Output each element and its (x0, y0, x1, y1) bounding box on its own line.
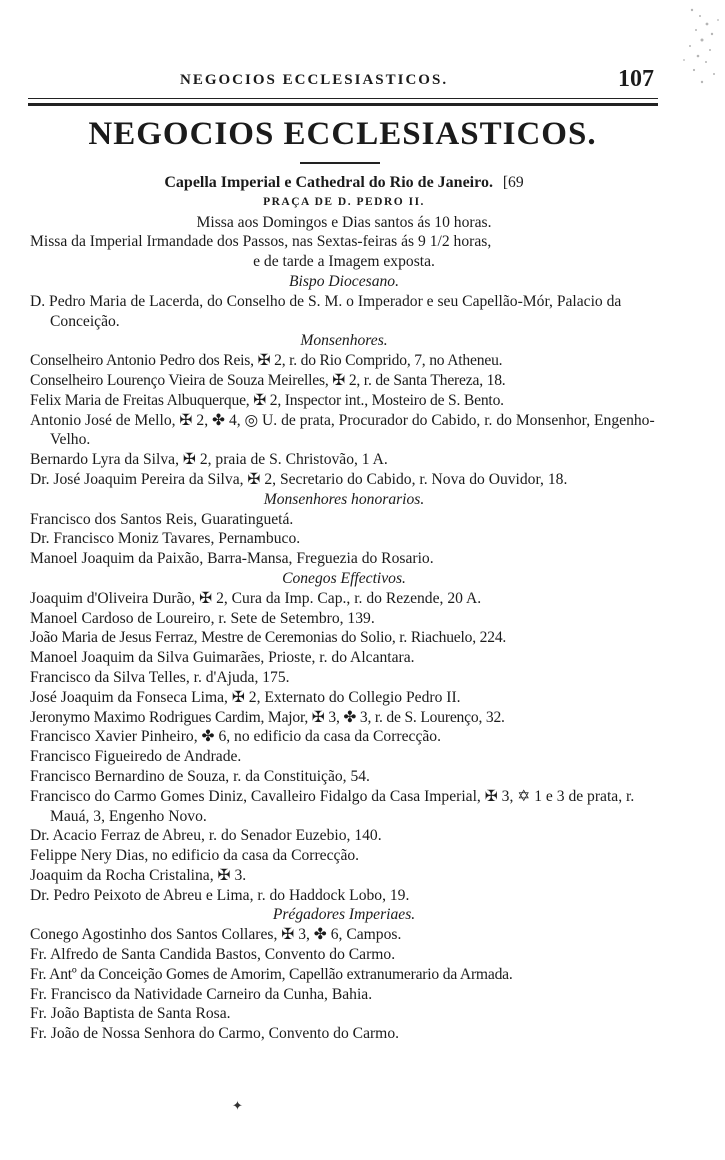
list-item: Manoel Joaquim da Silva Guimarães, Prioste, r. do Alcantara. (30, 649, 415, 667)
list-item: José Joaquim da Fonseca Lima, ✠ 2, Externato do Collegio Pedro II. (30, 688, 461, 706)
list-item: Manoel Cardoso de Loureiro, r. Sete de Setembro, 139. (30, 609, 375, 627)
list-item: Antonio José de Mello, ✠ 2, ✤ 4, ◎ U. de prata, Procurador do Cabido, r. do Monsenhor, Engenho-Velho. (30, 411, 655, 449)
list-item: Fr. Alfredo de Santa Candida Bastos, Convento do Carmo. (30, 946, 396, 964)
list-item: Conego Agostinho dos Santos Collares, ✠ 3, ✤ 6, Campos. (30, 926, 402, 944)
list-item: Conselheiro Antonio Pedro dos Reis, ✠ 2, r. do Rio Comprido, 7, no Atheneu. (30, 352, 503, 370)
section-monsenhores: Monsenhores. (300, 332, 388, 350)
list-item: João Maria de Jesus Ferraz, Mestre de Ceremonias do Solio, r. Riachuelo, 224. (30, 629, 507, 647)
page-title: NEGOCIOS ECCLESIASTICOS. (88, 116, 597, 152)
list-item: Felippe Nery Dias, no edificio da casa da Correcção. (30, 847, 360, 865)
list-item: Dr. Francisco Moniz Tavares, Pernambuco. (30, 530, 301, 548)
list-item: Francisco Bernardino de Souza, r. da Constituição, 54. (30, 767, 370, 785)
list-item: Jeronymo Maximo Rodrigues Cardim, Major, ✠ 3, ✤ 3, r. de S. Lourenço, 32. (30, 708, 505, 726)
section-bispo: Bispo Diocesano. (288, 272, 399, 290)
list-item: Fr. João Baptista de Santa Rosa. (30, 1005, 231, 1023)
print-mark-icon: ✦ (232, 1098, 243, 1113)
list-item: Fr. João de Nossa Senhora do Carmo, Convento do Carmo. (30, 1025, 400, 1043)
section-monsenhores-honorarios: Monsenhores honorarios. (263, 490, 425, 508)
list-item: Francisco Figueiredo de Andrade. (30, 748, 242, 766)
list-item: Fr. Antº da Conceição Gomes de Amorim, Capellão extranumerario da Armada. (30, 965, 513, 983)
mass-sundays: Missa aos Domingos e Dias santos ás 10 horas. (196, 213, 492, 231)
chapel-address: PRAÇA DE D. PEDRO II. (263, 195, 425, 208)
list-item: Francisco dos Santos Reis, Guaratinguetá. (30, 510, 294, 528)
chapel-heading: Capella Imperial e Cathedral do Rio de Janeiro. (164, 174, 493, 191)
chapel-heading-line (30, 173, 658, 193)
list-item: Joaquim d'Oliveira Durão, ✠ 2, Cura da Imp. Cap., r. do Rezende, 20 A. (30, 589, 482, 607)
list-item: Francisco da Silva Telles, r. d'Ajuda, 175. (30, 668, 290, 686)
page-number: 107 (618, 66, 654, 92)
mass-brotherhood-line1: Missa da Imperial Irmandade dos Passos, nas Sextas-feiras ás 9 1/2 horas, (30, 233, 492, 251)
list-item: Francisco Xavier Pinheiro, ✤ 6, no edificio da casa da Correcção. (30, 728, 441, 746)
list-item: Dr. Acacio Ferraz de Abreu, r. do Senador Euzebio, 140. (30, 827, 382, 845)
page-body (30, 173, 658, 1044)
chapel-note: [69 (502, 174, 524, 191)
list-item: Felix Maria de Freitas Albuquerque, ✠ 2, Inspector int., Mosteiro de S. Bento. (30, 391, 504, 409)
section-pregadores: Prégadores Imperiaes. (272, 906, 416, 924)
list-item: Joaquim da Rocha Cristalina, ✠ 3. (30, 866, 247, 884)
running-head: NEGOCIOS ECCLESIASTICOS. (180, 72, 449, 88)
list-item: Bernardo Lyra da Silva, ✠ 2, praia de S. Christovão, 1 A. (30, 451, 388, 469)
list-item: Fr. Francisco da Natividade Carneiro da Cunha, Bahia. (30, 985, 373, 1003)
list-item: Dr. José Joaquim Pereira da Silva, ✠ 2, Secretario do Cabido, r. Nova do Ouvidor, 18. (30, 470, 568, 488)
bispo-entry: D. Pedro Maria de Lacerda, do Conselho de S. M. o Imperador e seu Capellão-Mór, Palacio da Conceição. (30, 292, 622, 330)
section-conegos: Conegos Effectivos. (282, 569, 406, 587)
mass-brotherhood-line2: e de tarde a Imagem exposta. (253, 253, 435, 271)
header-rule-thick (28, 103, 658, 106)
title-rule (300, 162, 380, 164)
list-item: Francisco do Carmo Gomes Diniz, Cavalleiro Fidalgo da Casa Imperial, ✠ 3, ✡ 1 e 3 de prata, r. Mauá, 3, Engenho Novo. (30, 787, 635, 825)
list-item: Manoel Joaquim da Paixão, Barra-Mansa, Freguezia do Rosario. (30, 550, 434, 568)
header-rule-thin (28, 98, 658, 99)
stamp-mark-icon (672, 0, 725, 90)
list-item: Conselheiro Lourenço Vieira de Souza Meirelles, ✠ 2, r. de Santa Thereza, 18. (30, 371, 506, 389)
list-item: Dr. Pedro Peixoto de Abreu e Lima, r. do Haddock Lobo, 19. (30, 886, 410, 904)
